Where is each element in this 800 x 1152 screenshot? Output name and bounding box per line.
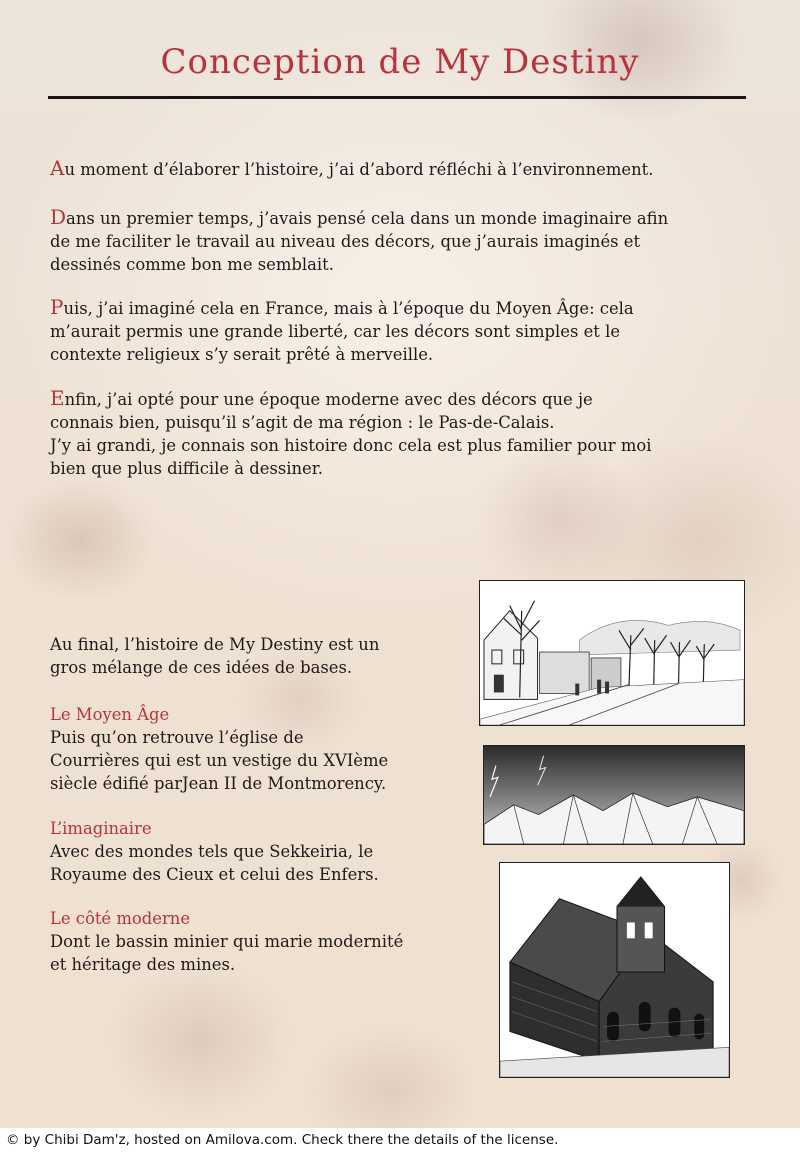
section-heading: Le côté moderne [50,909,191,928]
drop-cap: P [50,295,64,319]
paragraph-line: m’aurait permis une grande liberté, car les décors sont simples et le [50,322,621,341]
paragraph-modern-era [50,387,750,480]
section-heading: L’imaginaire [50,819,152,838]
paragraph-middle-ages [50,296,750,366]
paragraph-line: de me faciliter le travail au niveau des décors, que j’aurais imaginés et [50,232,641,251]
church-illustration [499,862,730,1078]
village-street-illustration [479,580,745,726]
section-heading: Le Moyen Âge [50,705,170,724]
section-moyen-age: Le Moyen Âge Puis qu’on retrouve l’église de Courrières qui est un vestige du XVIème siècle édifié parJean II de Montmorency. [50,703,470,795]
paragraph-line: Dans un premier temps, j’avais pensé cela dans un monde imaginaire afin [50,205,669,229]
section-moderne: Le côté moderne Dont le bassin minier qui marie modernité et héritage des mines. [50,907,470,976]
page-title: Conception de My Destiny [160,42,640,82]
paragraph-line: contexte religieux s’y serait prêté à merveille. [50,345,434,364]
paragraph-imaginary-world [50,206,750,276]
paragraph-environment [50,157,750,181]
paragraph-line: bien que plus difficile à dessiner. [50,459,324,478]
paragraph-line: connais bien, puisqu’il s’agit de ma région : le Pas-de-Calais. [50,413,555,432]
paragraph-line: Puis, j’ai imaginé cela en France, mais à l’époque du Moyen Âge: cela [50,295,634,319]
drop-cap: A [50,156,65,180]
drop-cap: E [50,386,65,410]
title-divider [48,96,746,99]
section-imaginaire: L’imaginaire Avec des mondes tels que Sekkeiria, le Royaume des Cieux et celui des Enfers. [50,817,470,886]
drop-cap: D [50,205,67,229]
license-footer: © by Chibi Dam'z, hosted on Amilova.com. Check there the details of the license. [0,1128,800,1152]
paragraph-line: Au moment d’élaborer l’histoire, j’ai d’abord réfléchi à l’environnement. [50,156,654,180]
paragraph-line: Enfin, j’ai opté pour une époque moderne avec des décors que je [50,386,593,410]
stormy-mountains-illustration [483,745,745,845]
paragraph-line: J’y ai grandi, je connais son histoire donc cela est plus familier pour moi [50,436,652,455]
paragraph-line: dessinés comme bon me semblait. [50,255,334,274]
summary-intro: Au final, l’histoire de My Destiny est un gros mélange de ces idées de bases. [50,635,380,677]
